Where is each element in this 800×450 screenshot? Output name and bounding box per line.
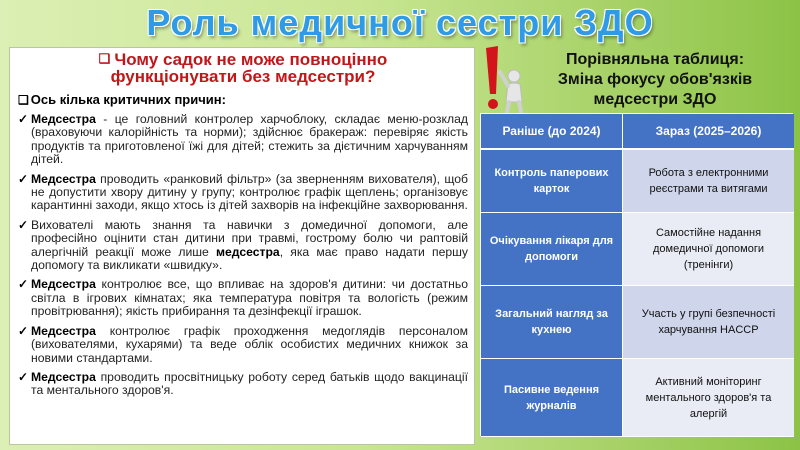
checkmark-icon: ✓: [18, 277, 29, 292]
reason-item: [18, 219, 468, 273]
reasons-heading: [18, 92, 468, 107]
table-cell-before: Контроль паперових карток: [481, 150, 623, 213]
reason-bold: Медсестра: [31, 369, 96, 384]
table-header-now: Зараз (2025–2026): [623, 114, 794, 150]
table-cell-now: Самостійне надання домедичної допомоги (тренінги): [623, 213, 794, 286]
comparison-title-line-3: медсестри ЗДО: [593, 91, 717, 108]
square-bullet-icon: ❑: [18, 93, 29, 107]
reason-text: - це головний контролер харчоблоку, складає меню-розклад (враховуючи калорійність та норми); здійснює бракераж: перевіряє якість продуктів та приготовленої їжі для дітей; стежить за дієтичним харчуванням дітей.: [31, 112, 468, 167]
table-cell-now: Участь у групі безпечності харчування HACCP: [623, 286, 794, 359]
question-heading: [18, 50, 468, 85]
reason-text: контролює все, що впливає на здоров'я дитини: чи достатньо світла в ігрових кімнатах; яка температура повітря та вологість (режим провітрювання); якість прибирання та дезінфекції іграшок.: [31, 277, 468, 319]
reason-bold: Медсестра: [31, 323, 96, 338]
reasons-panel: [9, 47, 475, 445]
checkmark-icon: ✓: [18, 217, 29, 232]
comparison-title: [520, 50, 790, 110]
reason-item: [18, 113, 468, 167]
checkmark-icon: ✓: [18, 171, 29, 186]
comparison-title-line-2: Зміна фокусу обов'язків: [557, 71, 753, 88]
question-line-1: Чому садок не може повноцінно: [114, 50, 388, 69]
checkmark-icon: ✓: [18, 323, 29, 338]
reason-bold: медсестра: [215, 244, 280, 259]
reasons-heading-text: Ось кілька критичних причин:: [30, 92, 226, 107]
reason-text: проводить просвітницьку роботу серед батьків щодо вакцинації та ментального здоров'я.: [31, 369, 468, 398]
reason-item: [18, 173, 468, 213]
table-cell-before: Пасивне ведення журналів: [481, 359, 623, 437]
table-header-before: Раніше (до 2024): [481, 114, 623, 150]
page-title: Роль медичної сестри ЗДО: [146, 2, 654, 43]
question-line-2: функціонувати без медсестри?: [110, 67, 376, 86]
reason-bold: Медсестра: [31, 277, 96, 292]
table-cell-before: Очікування лікаря для допомоги: [481, 213, 623, 286]
square-bullet-icon: ❑: [98, 51, 111, 66]
reason-text: проводить «ранковий фільтр» (за зверненням вихователя), щоб не допустити хвору дитину у групу; контролює графік щеплень; організовує карантинні заходи, якщо хтось із дітей захворів на інфекційне захворювання.: [31, 171, 468, 213]
comparison-table: [480, 113, 793, 436]
reason-text-pre: Вихователі мають знання та навички з домедичної допомоги, але професійно оцінити стан дитини при травмі, гострому болю чи раптовій алергічній реакції може лише: [31, 217, 468, 259]
comparison-title-line-1: Порівняльна таблиця:: [565, 51, 745, 68]
reason-text: , яка має право надати першу допомогу та викликати «швидку».: [31, 244, 469, 273]
reason-bold: Медсестра: [31, 112, 96, 126]
table-cell-now: Активний моніторинг ментального здоров'я та алергій: [623, 359, 794, 437]
reason-item: [18, 325, 468, 365]
checkmark-icon: ✓: [18, 112, 29, 126]
table-cell-now: Робота з електронними реєстрами та витягами: [623, 150, 794, 213]
reason-item: [18, 371, 468, 398]
reason-text: контролює графік проходження медоглядів персоналом (вихователями, кухарями) та веде облік особистих медичних книжок за новими стандартами.: [31, 323, 468, 365]
reason-bold: Медсестра: [31, 171, 96, 186]
reason-item: [18, 278, 468, 318]
checkmark-icon: ✓: [18, 369, 29, 384]
table-cell-before: Загальний нагляд за кухнею: [481, 286, 623, 359]
